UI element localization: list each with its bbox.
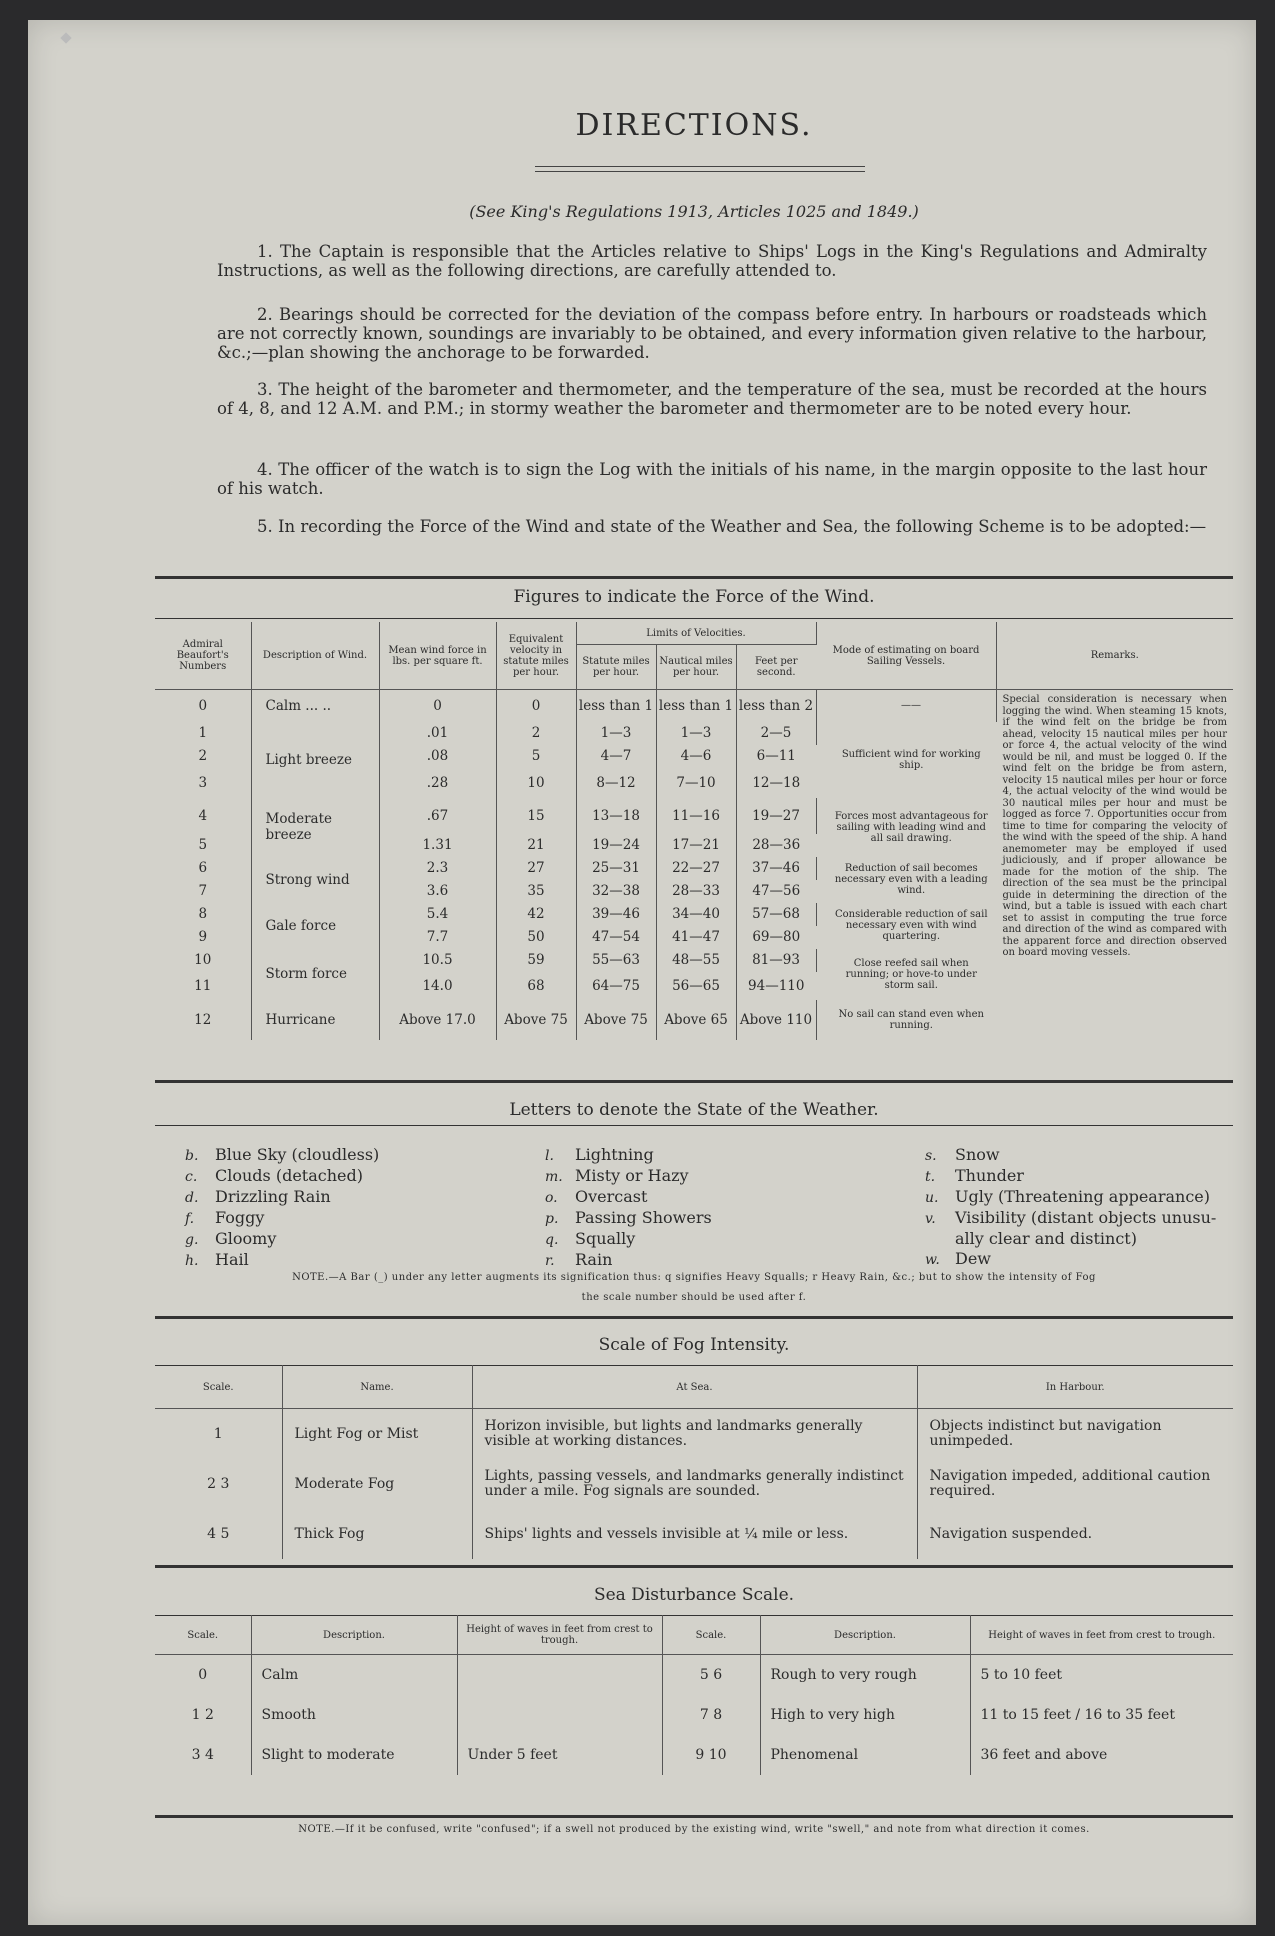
- sea-scale: 7 8: [662, 1695, 760, 1735]
- cell: 32—38: [576, 880, 656, 903]
- rule: [155, 576, 1233, 579]
- cell: 14.0: [379, 972, 496, 1000]
- weather-value: Lightning: [575, 1145, 654, 1164]
- weather-note-1: NOTE.—A Bar (_) under any letter augments its signification thus: q signifies Heavy Squalls; r Heavy Rain, &c.; but to show the intensity of Fog: [292, 1272, 1096, 1283]
- sea-height: 5 to 10 feet: [980, 1667, 1063, 1683]
- sea-table: [155, 1615, 1233, 1775]
- sea-height: [457, 1695, 662, 1735]
- cell: 17—21: [656, 834, 736, 857]
- header-limits: Limits of Velocities.: [576, 622, 816, 645]
- sea-description: Smooth: [251, 1695, 457, 1735]
- sea-scale: 9 10: [662, 1735, 760, 1775]
- fog-in-harbour: Navigation suspended.: [929, 1525, 1093, 1542]
- header-name: Name.: [282, 1366, 472, 1409]
- cell: 48—55: [656, 949, 736, 972]
- cell: 42: [496, 903, 576, 926]
- weather-item: [185, 1166, 379, 1187]
- cell: 5.4: [379, 903, 496, 926]
- weather-item: [185, 1145, 379, 1166]
- mode-moderate: Forces most advantageous for sailing with leading wind and all sail drawing.: [834, 810, 988, 844]
- beaufort-number: 7: [155, 880, 251, 903]
- cell: 35: [496, 880, 576, 903]
- weather-item: [545, 1187, 712, 1208]
- mode-hurricane: No sail can stand even when running.: [838, 1008, 984, 1031]
- cell: 8—12: [576, 768, 656, 798]
- cell: 57—68: [736, 903, 816, 926]
- weather-value: Thunder: [955, 1166, 1024, 1185]
- weather-value: Squally: [575, 1229, 636, 1248]
- weather-key: u.: [925, 1190, 939, 1206]
- cell: 81—93: [736, 949, 816, 972]
- weather-key: f.: [185, 1211, 195, 1227]
- mode-light: Sufficient wind for working ship.: [841, 748, 981, 771]
- cell: 39—46: [576, 903, 656, 926]
- beaufort-number: 10: [155, 949, 251, 972]
- cell: Above 75: [576, 1000, 656, 1040]
- page-mark: [60, 32, 71, 43]
- sea-title: Sea Disturbance Scale.: [593, 1585, 795, 1605]
- weather-value: Hail: [215, 1250, 249, 1269]
- sea-description: High to very high: [760, 1695, 970, 1735]
- weather-key: h.: [185, 1253, 199, 1269]
- header-height: Height of waves in feet from crest to trough.: [457, 1616, 662, 1655]
- fog-in-harbour: Objects indistinct but navigation unimpeded.: [929, 1418, 1162, 1449]
- header-statute: Statute miles per hour.: [576, 645, 656, 690]
- weather-item: [925, 1229, 1216, 1249]
- cell: 11—16: [656, 798, 736, 834]
- cell: 37—46: [736, 857, 816, 880]
- cell: 68: [496, 972, 576, 1000]
- weather-value: Blue Sky (cloudless): [215, 1145, 380, 1164]
- weather-item: [925, 1145, 1216, 1166]
- header-in-harbour: In Harbour.: [917, 1366, 1233, 1409]
- cell: 0: [496, 690, 576, 722]
- paragraph-5: 5. In recording the Force of the Wind and state of the Weather and Sea, the following Scheme is to be adopted:—: [257, 517, 1207, 536]
- fog-at-sea: Lights, passing vessels, and landmarks generally indistinct under a mile. Fog signals are sounded.: [472, 1459, 917, 1509]
- weather-item: [925, 1208, 1216, 1229]
- beaufort-number: 3: [155, 768, 251, 798]
- cell: less than 1: [576, 690, 656, 722]
- fog-name: Thick Fog: [282, 1509, 472, 1559]
- header-mode: Mode of estimating on board Sailing Vessels.: [816, 622, 996, 690]
- weather-item: [545, 1145, 712, 1166]
- cell: 64—75: [576, 972, 656, 1000]
- weather-item: [545, 1229, 712, 1250]
- wind-description: Calm ... ..: [251, 690, 379, 722]
- sea-description: Rough to very rough: [760, 1655, 970, 1696]
- weather-item: [545, 1166, 712, 1187]
- weather-key: g.: [185, 1232, 199, 1248]
- header-description: Description of Wind.: [251, 622, 379, 690]
- fog-table: [155, 1365, 1233, 1559]
- cell: .67: [379, 798, 496, 834]
- weather-key: w.: [925, 1252, 940, 1268]
- cell: Above 65: [656, 1000, 736, 1040]
- weather-value: Visibility (distant objects unusu-: [955, 1208, 1217, 1227]
- rule: [155, 1815, 1233, 1818]
- cell: 47—56: [752, 883, 801, 899]
- cell: 59: [496, 949, 576, 972]
- cell: 4—6: [656, 745, 736, 768]
- sea-height: [457, 1655, 662, 1696]
- weather-item: [185, 1229, 379, 1250]
- weather-value: Misty or Hazy: [575, 1166, 689, 1185]
- cell: 47—54: [576, 926, 656, 949]
- weather-item: [185, 1187, 379, 1208]
- fog-in-harbour: Navigation impeded, additional caution required.: [929, 1468, 1211, 1499]
- cell: 22—27: [656, 857, 736, 880]
- title-rule: [535, 166, 865, 172]
- cell: .28: [379, 768, 496, 798]
- header-feet: Feet per second.: [736, 645, 816, 690]
- beaufort-number: 5: [155, 834, 251, 857]
- weather-value: Dew: [955, 1249, 991, 1268]
- cell: less than 2: [736, 690, 816, 722]
- weather-key: t.: [925, 1169, 936, 1185]
- fog-scale: 4 5: [155, 1509, 282, 1559]
- header-description: Description.: [251, 1616, 457, 1655]
- paragraph-4: 4. The officer of the watch is to sign the Log with the initials of his name, in the margin opposite to the last hour of his watch.: [217, 460, 1207, 498]
- cell: 15: [496, 798, 576, 834]
- sea-height: Under 5 feet: [457, 1735, 662, 1775]
- paragraph-2: 2. Bearings should be corrected for the deviation of the compass before entry. In harbours or roadsteads which are not correctly known, soundings are invariably to be obtained, and every information given relative to the harbour, &c.;—plan showing the anchorage to be forwarded.: [217, 305, 1207, 362]
- beaufort-number: 8: [155, 903, 251, 926]
- header-remarks: Remarks.: [996, 622, 1233, 690]
- header-beaufort: Admiral Beaufort's Numbers: [155, 622, 251, 690]
- header-at-sea: At Sea.: [472, 1366, 917, 1409]
- paragraph-1: 1. The Captain is responsible that the Articles relative to Ships' Logs in the King's Regulations and Admiralty Instructions, as well as the following directions, are carefully attended to.: [217, 242, 1207, 280]
- cell: 55—63: [576, 949, 656, 972]
- cell: 19—24: [576, 834, 656, 857]
- sea-height: 11 to 15 feet / 16 to 35 feet: [980, 1707, 1175, 1723]
- cell: Above 110: [736, 1000, 816, 1040]
- header-scale-2: Scale.: [662, 1616, 760, 1655]
- beaufort-number: 12: [155, 1000, 251, 1040]
- header-scale: Scale.: [155, 1366, 282, 1409]
- fog-at-sea: Horizon invisible, but lights and landmarks generally visible at working distances.: [472, 1409, 917, 1460]
- weather-item: [185, 1250, 379, 1271]
- weather-item: [925, 1187, 1216, 1208]
- mode-strong: Reduction of sail becomes necessary even with a leading wind.: [834, 863, 988, 896]
- cell: 21: [496, 834, 576, 857]
- cell: 1.31: [379, 834, 496, 857]
- rule: [155, 1080, 1233, 1083]
- beaufort-number: 4: [155, 798, 251, 834]
- weather-value: Passing Showers: [575, 1208, 712, 1227]
- sea-description: Calm: [251, 1655, 457, 1696]
- header-description-2: Description.: [760, 1616, 970, 1655]
- cell: .01: [379, 722, 496, 745]
- header-height-2: Height of waves in feet from crest to trough.: [970, 1616, 1233, 1655]
- weather-note-2: the scale number should be used after f.: [581, 1292, 807, 1303]
- sea-height: 36 feet and above: [980, 1747, 1108, 1763]
- cell: 1—3: [656, 722, 736, 745]
- sea-description: Phenomenal: [760, 1735, 970, 1775]
- beaufort-number: 6: [155, 857, 251, 880]
- weather-column-3: [925, 1145, 1216, 1270]
- fog-scale: 1: [155, 1409, 282, 1460]
- remarks-text: Special consideration is necessary when logging the wind. When steaming 15 knots, if the wind felt on the bridge be from ahead, velocity 15 nautical miles per hour or force 4, the actual velocity of the wind would be nil, and must be logged 0. If the wind felt on the bridge be from astern, velocity 15 nautical miles per hour or force 4, the actual velocity of the wind would be 30 nautical miles per hour and must be logged as force 7. Opportunities occur from time to time for comparing the velocity of the wind with the speed of the ship. A hand anemometer may be employed if used judiciously, and if proper allowance be made for the motion of the ship. The direction of the sea must be the principal guide in determining the direction of the wind, but a table is issued with each chart set to assist in computing the true force and direction of the wind as compared with the apparent force and direction observed on board moving vessels.: [1002, 694, 1227, 958]
- cell: Above 75: [496, 1000, 576, 1040]
- sea-note: NOTE.—If it be confused, write "confused"; if a swell not produced by the existing wind, write "swell," and note from what direction it comes.: [298, 1824, 1090, 1835]
- cell: 69—80: [752, 929, 801, 945]
- subtitle: (See King's Regulations 1913, Articles 1025 and 1849.): [469, 202, 919, 221]
- weather-key: r.: [545, 1253, 555, 1269]
- sea-scale: 3 4: [155, 1735, 251, 1775]
- cell: 28—33: [656, 880, 736, 903]
- cell: less than 1: [656, 690, 736, 722]
- mode-storm: Close reefed sail when running; or hove-to under storm sail.: [845, 957, 977, 991]
- header-nautical: Nautical miles per hour.: [656, 645, 736, 690]
- wind-description: Moderate breeze: [251, 798, 379, 857]
- cell: 4—7: [576, 745, 656, 768]
- weather-item: [185, 1208, 379, 1229]
- beaufort-number: 0: [155, 690, 251, 722]
- weather-key: p.: [545, 1211, 559, 1227]
- weather-value: Snow: [955, 1145, 1000, 1164]
- fog-name: Moderate Fog: [282, 1459, 472, 1509]
- weather-value: Foggy: [215, 1208, 265, 1227]
- document-page: [28, 20, 1256, 1925]
- weather-value: Ugly (Threatening appearance): [955, 1187, 1210, 1206]
- cell: 41—47: [656, 926, 736, 949]
- cell: 7—10: [656, 768, 736, 798]
- rule: [155, 618, 1233, 619]
- weather-item: [545, 1208, 712, 1229]
- wind-description: Light breeze: [251, 722, 379, 798]
- cell: 34—40: [656, 903, 736, 926]
- weather-value: Rain: [575, 1250, 613, 1269]
- cell: 13—18: [576, 798, 656, 834]
- cell: 3.6: [379, 880, 496, 903]
- weather-item: [925, 1249, 1216, 1270]
- rule: [155, 1125, 1233, 1126]
- cell: 28—36: [752, 837, 801, 853]
- weather-key: d.: [185, 1190, 199, 1206]
- header-force: Mean wind force in lbs. per square ft.: [379, 622, 496, 690]
- rule: [155, 1316, 1233, 1319]
- cell: .08: [379, 745, 496, 768]
- cell: 27: [496, 857, 576, 880]
- weather-key: q.: [545, 1232, 559, 1248]
- weather-column-2: [545, 1145, 712, 1271]
- weather-value: Overcast: [575, 1187, 648, 1206]
- cell: 2.3: [379, 857, 496, 880]
- mode-calm: ——: [816, 690, 996, 722]
- rule: [155, 1565, 1233, 1568]
- page-title: DIRECTIONS.: [575, 108, 813, 143]
- weather-title: Letters to denote the State of the Weather.: [509, 1100, 879, 1120]
- cell: 94—110: [748, 977, 805, 994]
- weather-key: v.: [925, 1211, 936, 1227]
- sea-scale: 1 2: [155, 1695, 251, 1735]
- beaufort-number: 9: [155, 926, 251, 949]
- cell: 1—3: [576, 722, 656, 745]
- beaufort-number: 11: [155, 972, 251, 1000]
- mode-gale: Considerable reduction of sail necessary even with wind quartering.: [834, 909, 988, 942]
- fog-name: Light Fog or Mist: [282, 1409, 472, 1460]
- cell: 50: [496, 926, 576, 949]
- fog-scale: 2 3: [155, 1459, 282, 1509]
- wind-force-table: [155, 622, 1233, 1040]
- weather-key: m.: [545, 1169, 563, 1185]
- weather-column-1: [185, 1145, 379, 1271]
- sea-description: Slight to moderate: [251, 1735, 457, 1775]
- beaufort-number: 2: [155, 745, 251, 768]
- cell: Above 17.0: [379, 1000, 496, 1040]
- wind-description: Gale force: [251, 903, 379, 949]
- weather-value: Gloomy: [215, 1229, 277, 1248]
- wind-description: Strong wind: [251, 857, 379, 903]
- sea-scale: 0: [155, 1655, 251, 1696]
- weather-value: Drizzling Rain: [215, 1187, 331, 1206]
- beaufort-number: 1: [155, 722, 251, 745]
- wind-title: Figures to indicate the Force of the Wind.: [513, 587, 875, 607]
- weather-item: [925, 1166, 1216, 1187]
- weather-key: c.: [185, 1169, 198, 1185]
- weather-key: b.: [185, 1148, 199, 1164]
- weather-key: l.: [545, 1148, 554, 1164]
- header-velocity: Equivalent velocity in statute miles per hour.: [496, 622, 576, 690]
- wind-description: Storm force: [251, 949, 379, 1000]
- cell: 6—11: [756, 748, 796, 764]
- cell: 25—31: [576, 857, 656, 880]
- cell: 19—27: [736, 798, 816, 834]
- weather-value: ally clear and distinct): [955, 1229, 1137, 1248]
- cell: 5: [496, 745, 576, 768]
- sea-scale: 5 6: [662, 1655, 760, 1696]
- cell: 0: [379, 690, 496, 722]
- cell: 10: [496, 768, 576, 798]
- wind-description: Hurricane: [251, 1000, 379, 1040]
- cell: 10.5: [379, 949, 496, 972]
- fog-at-sea: Ships' lights and vessels invisible at ¼ mile or less.: [472, 1509, 917, 1559]
- weather-key: o.: [545, 1190, 558, 1206]
- cell: 56—65: [656, 972, 736, 1000]
- weather-key: s.: [925, 1148, 937, 1164]
- cell: 7.7: [379, 926, 496, 949]
- cell: 12—18: [752, 774, 801, 791]
- fog-title: Scale of Fog Intensity.: [598, 1335, 790, 1355]
- cell: 2: [496, 722, 576, 745]
- header-scale: Scale.: [155, 1616, 251, 1655]
- weather-value: Clouds (detached): [215, 1166, 363, 1185]
- paragraph-3: 3. The height of the barometer and thermometer, and the temperature of the sea, must be recorded at the hours of 4, 8, and 12 A.M. and P.M.; in stormy weather the barometer and thermometer are to be noted every hour.: [217, 380, 1207, 418]
- weather-item: [545, 1250, 712, 1271]
- cell: 2—5: [736, 722, 816, 745]
